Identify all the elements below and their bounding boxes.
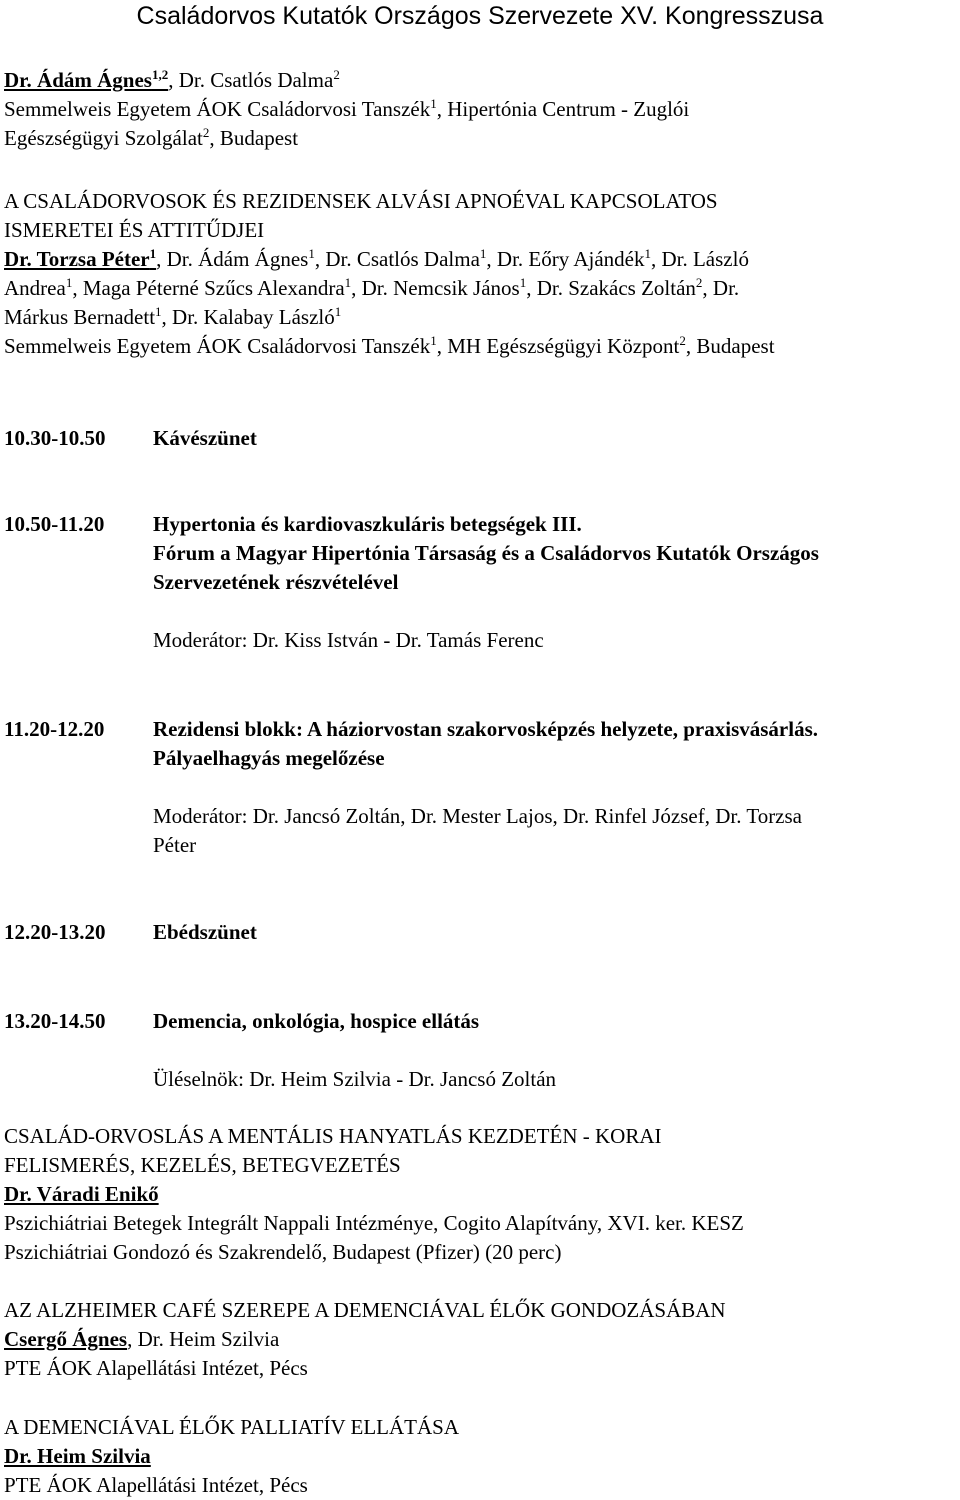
moderator-line: Péter [153, 833, 197, 857]
schedule-content [153, 1007, 953, 1094]
schedule-title: Kávészünet [153, 426, 257, 450]
schedule-time: 12.20-13.20 [4, 920, 106, 944]
schedule-time: 11.20-12.20 [4, 717, 105, 741]
talk-title: AZ ALZHEIMER CAFÉ SZEREPE A DEMENCIÁVAL ÉLŐK GONDOZÁSÁBAN [4, 1298, 726, 1322]
talk-block [4, 1296, 954, 1383]
talk-title: CSALÁD-ORVOSLÁS A MENTÁLIS HANYATLÁS KEZDETÉN - KORAI [4, 1124, 662, 1148]
page-header [0, 0, 960, 32]
affiliation-line: Pszichiátriai Gondozó és Szakrendelő, Budapest (Pfizer) (20 perc) [4, 1240, 562, 1264]
presenter-name: Dr. Váradi Enikő [4, 1182, 159, 1206]
schedule-title: Rezidensi blokk: A háziorvostan szakorvosképzés helyzete, praxisvásárlás. [153, 717, 818, 741]
author-line: Dr. Torzsa Péter$^1$, Dr. Ádám Ágnes$^1$, Dr. Csatlós Dalma$^1$, Dr. Eőry Ajándék$^1$, Dr. László [4, 246, 749, 271]
presenter-name: Dr. Torzsa Péter$^1$ [4, 246, 157, 271]
talk-title: ISMERETEI ÉS ATTITŰDJEI [4, 218, 265, 242]
presenter-name: Dr. Heim Szilvia [4, 1444, 151, 1468]
schedule-time: 10.30-10.50 [4, 426, 106, 450]
author-line [4, 1325, 954, 1354]
affiliation-line: Semmelweis Egyetem ÁOK Családorvosi Tanszék$^1$, Hipertónia Centrum - Zuglói [4, 96, 690, 121]
affiliation-line: Pszichiátriai Betegek Integrált Nappali Intézménye, Cogito Alapítvány, XVI. ker. KESZ [4, 1211, 744, 1235]
coauthor-names: , Dr. Csatlós Dalma$^2$ [168, 67, 340, 92]
talk-title: FELISMERÉS, KEZELÉS, BETEGVEZETÉS [4, 1153, 401, 1177]
schedule-title: Demencia, onkológia, hospice ellátás [153, 1009, 480, 1033]
author-line [4, 66, 954, 95]
schedule-title: Hypertonia és kardiovaszkuláris betegségek III. [153, 512, 582, 536]
schedule-time: 13.20-14.50 [4, 1009, 106, 1033]
talk-title: A DEMENCIÁVAL ÉLŐK PALLIATÍV ELLÁTÁSA [4, 1415, 459, 1439]
affiliation-line: PTE ÁOK Alapellátási Intézet, Pécs [4, 1356, 308, 1380]
schedule-title: Fórum a Magyar Hipertónia Társaság és a Családorvos Kutatók Országos [153, 541, 819, 565]
schedule-title: Ebédszünet [153, 920, 257, 944]
affiliation-line: Semmelweis Egyetem ÁOK Családorvosi Tanszék$^1$, MH Egészségügyi Központ$^2$, Budapest [4, 333, 775, 358]
schedule-time: 10.50-11.20 [4, 512, 105, 536]
schedule-title: Pályaelhagyás megelőzése [153, 746, 385, 770]
author-line: Márkus Bernadett$^1$, Dr. Kalabay László$^1$ [4, 304, 342, 329]
talk-block [4, 1122, 954, 1267]
schedule-content [153, 510, 953, 655]
presenter-name: Dr. Ádám Ágnes$^{1,2}$ [4, 67, 169, 92]
talk-block [4, 1413, 954, 1500]
affiliation-line: PTE ÁOK Alapellátási Intézet, Pécs [4, 1473, 308, 1497]
coauthor-names: , Dr. Heim Szilvia [127, 1327, 280, 1351]
schedule-content [153, 715, 953, 860]
affiliation-line: Egészségügyi Szolgálat$^2$, Budapest [4, 125, 299, 150]
schedule-title: Szervezetének részvételével [153, 570, 399, 594]
talk-block-apnoea [4, 187, 954, 361]
congress-title: Családorvos Kutatók Országos Szervezete XV. Kongresszusa [136, 2, 824, 30]
moderator-line: Moderátor: Dr. Kiss István - Dr. Tamás Ferenc [153, 628, 544, 652]
moderator-line: Moderátor: Dr. Jancsó Zoltán, Dr. Mester Lajos, Dr. Rinfel József, Dr. Torzsa [153, 804, 803, 828]
author-block-1 [4, 66, 954, 153]
author-line: Andrea$^1$, Maga Péterné Szűcs Alexandra$^1$, Dr. Nemcsik János$^1$, Dr. Szakács Zoltán$^2$, Dr. [4, 275, 740, 300]
talk-title: A CSALÁDORVOSOK ÉS REZIDENSEK ALVÁSI APNOÉVAL KAPCSOLATOS [4, 189, 718, 213]
chair-line: Üléselnök: Dr. Heim Szilvia - Dr. Jancsó Zoltán [153, 1067, 557, 1091]
presenter-name: Csergő Ágnes [4, 1327, 128, 1351]
